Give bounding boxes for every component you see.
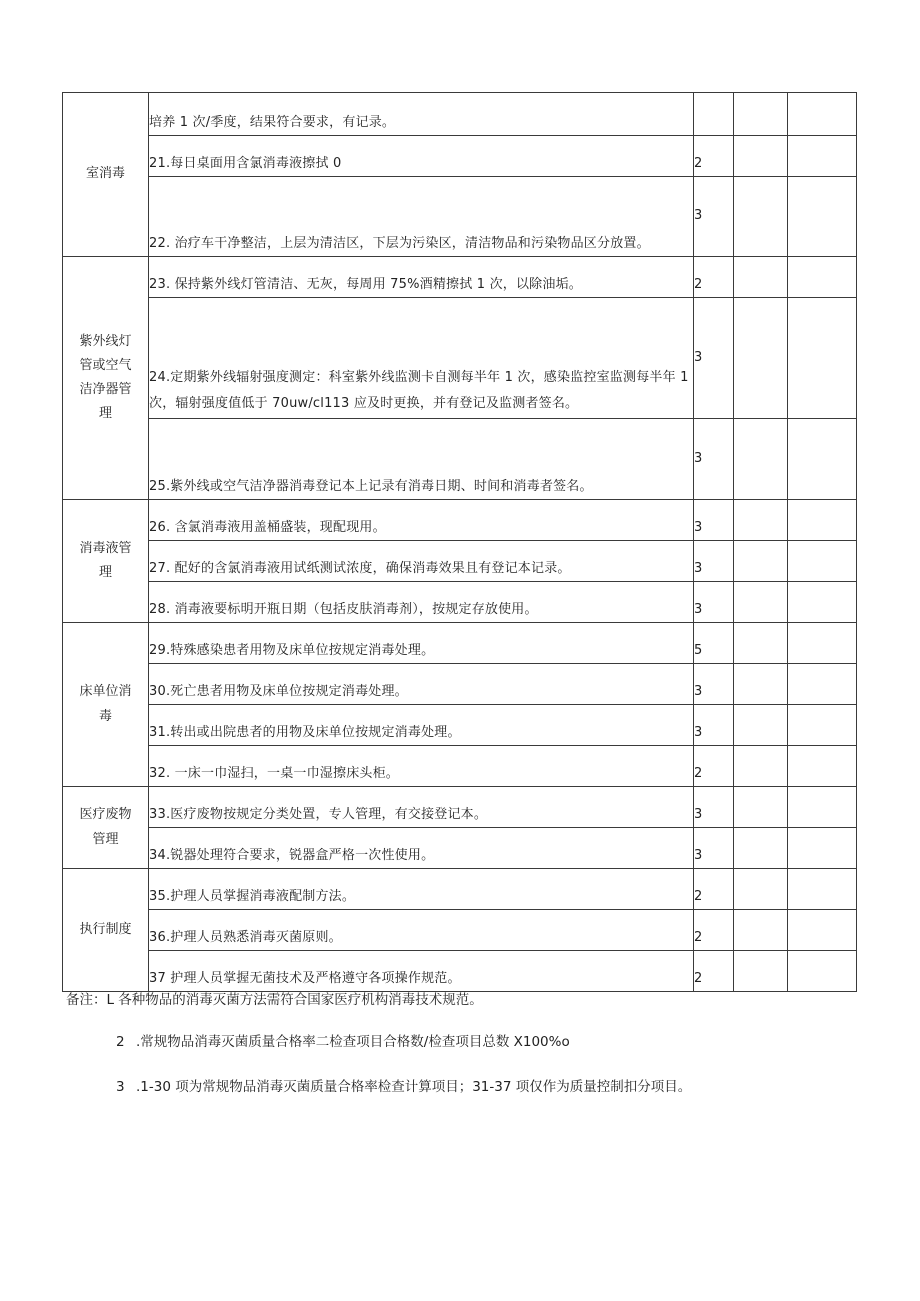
table-row — [63, 664, 857, 705]
table-row — [63, 705, 857, 746]
item-cell: 29.特殊感染患者用物及床单位按规定消毒处理。 — [149, 623, 694, 664]
score-entry-cell — [734, 746, 788, 787]
category-disinfectant — [63, 500, 149, 623]
category-line: 医疗废物 — [79, 807, 132, 823]
remarks-cell — [788, 664, 857, 705]
category-uv-lamp — [63, 257, 149, 500]
category-line: 执行制度 — [79, 921, 132, 937]
table-row — [63, 500, 857, 541]
score-cell: 3 — [694, 705, 734, 746]
score-entry-cell — [734, 500, 788, 541]
score-cell: 2 — [694, 951, 734, 992]
table-row — [63, 298, 857, 419]
table-row — [63, 582, 857, 623]
remarks-cell — [788, 828, 857, 869]
note-number: 3 — [116, 1079, 125, 1095]
score-entry-cell — [734, 664, 788, 705]
remarks-cell — [788, 177, 857, 257]
score-cell: 3 — [694, 298, 734, 419]
score-entry-cell — [734, 541, 788, 582]
item-cell: 28. 消毒液要标明开瓶日期（包括皮肤消毒剂），按规定存放使用。 — [149, 582, 694, 623]
score-cell: 3 — [694, 500, 734, 541]
table-row — [63, 910, 857, 951]
table-row — [63, 541, 857, 582]
score-entry-cell — [734, 257, 788, 298]
score-entry-cell — [734, 623, 788, 664]
score-entry-cell — [734, 705, 788, 746]
score-cell: 3 — [694, 541, 734, 582]
item-cell: 24.定期紫外线辐射强度测定：科室紫外线监测卡自测每半年 1 次，感染监控室监测每半年 1 次，辐射强度值低于 70uw/cl113 应及时更换，并有登记及监测者签名。 — [149, 298, 694, 419]
notes-section — [66, 990, 866, 1122]
category-line: 理 — [98, 406, 112, 422]
score-cell: 3 — [694, 787, 734, 828]
score-cell: 3 — [694, 664, 734, 705]
table-row — [63, 951, 857, 992]
item-cell: 31.转出或出院患者的用物及床单位按规定消毒处理。 — [149, 705, 694, 746]
score-cell: 2 — [694, 910, 734, 951]
remarks-cell — [788, 910, 857, 951]
note-3 — [66, 1077, 866, 1097]
category-line: 消毒液管 — [79, 540, 132, 556]
score-entry-cell — [734, 298, 788, 419]
note-text: .1-30 项为常规物品消毒灭菌质量合格率检查计算项目；31-37 项仅作为质量控制扣分项目。 — [136, 1079, 692, 1095]
table-row — [63, 136, 857, 177]
score-cell: 5 — [694, 623, 734, 664]
item-cell: 23. 保持紫外线灯管清洁、无灰，每周用 75%酒精擦拭 1 次，以除油垢。 — [149, 257, 694, 298]
category-line: 毒 — [98, 708, 112, 724]
remarks-cell — [788, 419, 857, 500]
item-cell: 34.锐器处理符合要求，锐器盒严格一次性使用。 — [149, 828, 694, 869]
table-row — [63, 869, 857, 910]
remarks-cell — [788, 582, 857, 623]
score-cell: 3 — [694, 177, 734, 257]
remarks-cell — [788, 705, 857, 746]
remarks-cell — [788, 257, 857, 298]
score-entry-cell — [734, 177, 788, 257]
note-text: .常规物品消毒灭菌质量合格率二检查项目合格数/检查项目总数 X100%o — [136, 1034, 570, 1050]
item-cell: 32. 一床一巾湿扫，一桌一巾湿擦床头柜。 — [149, 746, 694, 787]
table-row — [63, 257, 857, 298]
remarks-cell — [788, 541, 857, 582]
item-cell: 35.护理人员掌握消毒液配制方法。 — [149, 869, 694, 910]
table-row — [63, 419, 857, 500]
score-entry-cell — [734, 869, 788, 910]
item-cell: 22. 治疗车干净整洁，上层为清洁区，下层为污染区，清洁物品和污染物品区分放置。 — [149, 177, 694, 257]
score-cell: 3 — [694, 582, 734, 623]
note-1: 备注：L 各种物品的消毒灭菌方法需符合国家医疗机构消毒技术规范。 — [66, 992, 483, 1008]
item-cell: 26. 含氯消毒液用盖桶盛装，现配现用。 — [149, 500, 694, 541]
remarks-cell — [788, 93, 857, 136]
remarks-cell — [788, 746, 857, 787]
score-cell: 2 — [694, 257, 734, 298]
table-row — [63, 177, 857, 257]
table-row — [63, 787, 857, 828]
score-entry-cell — [734, 951, 788, 992]
category-line: 理 — [98, 565, 112, 580]
table-row — [63, 93, 857, 136]
score-entry-cell — [734, 910, 788, 951]
category-line: 洁净器管 — [79, 382, 132, 397]
item-cell: 培养 1 次/季度，结果符合要求，有记录。 — [149, 93, 694, 136]
disinfection-checklist-table — [62, 92, 857, 992]
category-bed-unit — [63, 623, 149, 787]
remarks-cell — [788, 787, 857, 828]
score-entry-cell — [734, 136, 788, 177]
remarks-cell — [788, 623, 857, 664]
category-room-disinfection — [63, 93, 149, 257]
category-line: 床单位消 — [79, 684, 132, 700]
score-entry-cell — [734, 828, 788, 869]
category-medical-waste — [63, 787, 149, 869]
remarks-cell — [788, 869, 857, 910]
score-entry-cell — [734, 419, 788, 500]
remarks-cell — [788, 951, 857, 992]
score-cell: 2 — [694, 136, 734, 177]
score-cell: 3 — [694, 828, 734, 869]
category-line: 管理 — [92, 831, 119, 847]
category-enforcement — [63, 869, 149, 992]
score-cell: 3 — [694, 419, 734, 500]
score-entry-cell — [734, 582, 788, 623]
item-cell: 21.每日桌面用含氯消毒液擦拭 0 — [149, 136, 694, 177]
score-cell: 2 — [694, 746, 734, 787]
table-row — [63, 623, 857, 664]
item-cell: 27. 配好的含氯消毒液用试纸测试浓度，确保消毒效果且有登记本记录。 — [149, 541, 694, 582]
remarks-cell — [788, 298, 857, 419]
table-row — [63, 746, 857, 787]
item-cell: 36.护理人员熟悉消毒灭菌原则。 — [149, 910, 694, 951]
table-row — [63, 828, 857, 869]
remarks-cell — [788, 136, 857, 177]
item-cell: 37 护理人员掌握无菌技术及严格遵守各项操作规范。 — [149, 951, 694, 992]
remarks-cell — [788, 500, 857, 541]
category-line: 室消毒 — [85, 166, 125, 182]
score-entry-cell — [734, 787, 788, 828]
category-line: 管或空气 — [79, 357, 132, 373]
item-cell: 25.紫外线或空气洁净器消毒登记本上记录有消毒日期、时间和消毒者签名。 — [149, 419, 694, 500]
category-line: 紫外线灯 — [79, 333, 132, 349]
note-2 — [66, 1032, 866, 1052]
item-cell: 33.医疗废物按规定分类处置，专人管理，有交接登记本。 — [149, 787, 694, 828]
score-cell — [694, 93, 734, 136]
score-cell: 2 — [694, 869, 734, 910]
note-number: 2 — [116, 1034, 125, 1050]
score-entry-cell — [734, 93, 788, 136]
item-cell: 30.死亡患者用物及床单位按规定消毒处理。 — [149, 664, 694, 705]
